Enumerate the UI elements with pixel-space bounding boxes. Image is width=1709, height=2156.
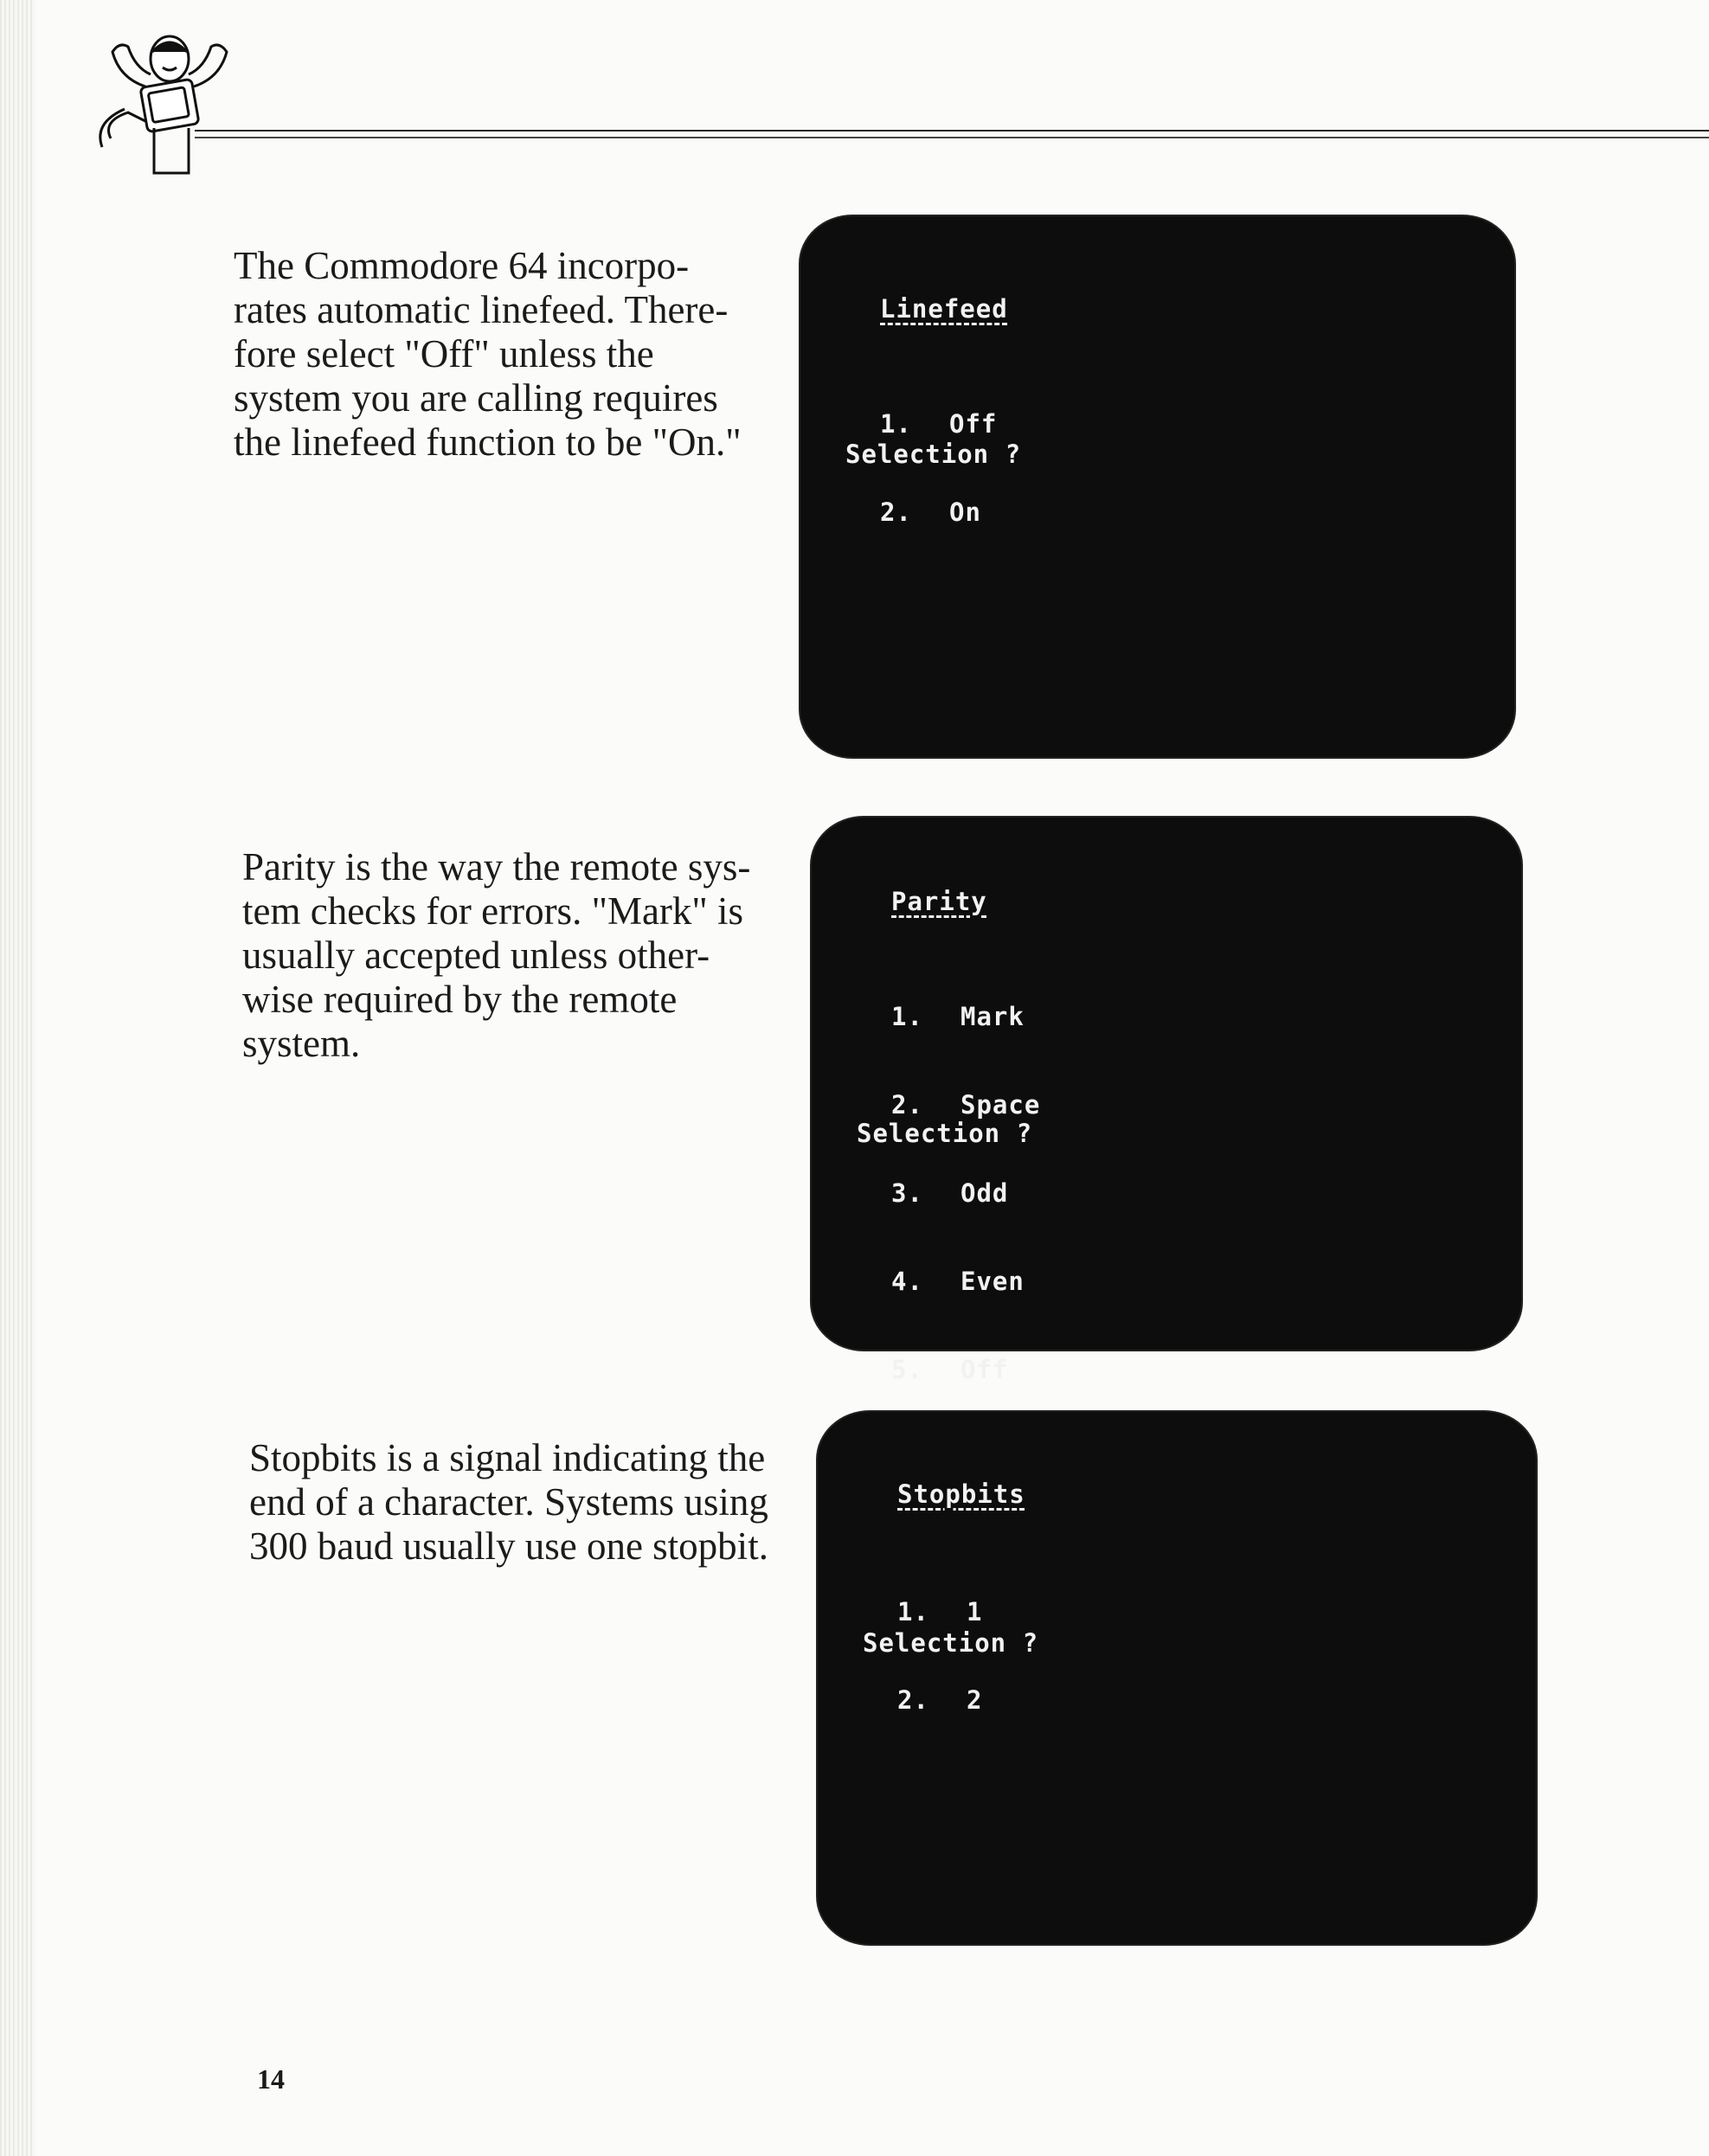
option-number: 1. [897, 1597, 929, 1627]
text-line: Stopbits is a signal indicating the [249, 1436, 766, 1479]
stopbits-screen [818, 1412, 1536, 1944]
option-label: Space [961, 1090, 1041, 1120]
text-line: Parity is the way the remote sys- [242, 845, 751, 889]
option-label: Off [949, 409, 998, 439]
option-label: Odd [961, 1178, 1009, 1208]
text-line: system. [242, 1022, 361, 1065]
linefeed-description [234, 244, 742, 465]
bodybuilder-computer-mascot-icon [93, 26, 249, 190]
screen-title: Linefeed [880, 294, 1008, 324]
parity-description [242, 845, 750, 1066]
option-label: Off [961, 1355, 1009, 1384]
menu-option[interactable] [880, 409, 997, 439]
option-number: 1. [891, 1002, 923, 1031]
text-line: tem checks for errors. "Mark" is [242, 889, 744, 933]
linefeed-screen [800, 216, 1514, 757]
parity-screen [812, 818, 1521, 1384]
option-number: 5. [891, 1355, 923, 1384]
option-number: 3. [891, 1178, 923, 1208]
text-line: end of a character. Systems using [249, 1480, 768, 1524]
option-label: 1 [967, 1597, 983, 1627]
page-edge [0, 0, 35, 2156]
text-line: system you are calling requires [234, 376, 718, 420]
page-number: 14 [257, 2063, 285, 2095]
menu-option[interactable] [880, 497, 997, 527]
screen-title: Parity [891, 887, 987, 916]
text-line: 300 baud usually use one stopbit. [249, 1524, 768, 1568]
option-number: 2. [880, 497, 912, 527]
option-number: 4. [891, 1267, 923, 1296]
screen-title: Stopbits [897, 1479, 1025, 1509]
option-number: 1. [880, 409, 912, 439]
option-number: 2. [897, 1685, 929, 1715]
stopbits-description [249, 1436, 768, 1569]
header-rule [195, 130, 1709, 138]
option-list [891, 943, 1040, 1443]
menu-option[interactable] [891, 1355, 1040, 1384]
text-line: The Commodore 64 incorpo- [234, 244, 690, 287]
menu-option[interactable] [891, 1178, 1040, 1208]
option-number: 2. [891, 1090, 923, 1120]
menu-option[interactable] [891, 1002, 1040, 1031]
text-line: rates automatic linefeed. There- [234, 288, 729, 331]
option-label: 2 [967, 1685, 983, 1715]
selection-prompt[interactable]: Selection ? [863, 1628, 1039, 1658]
text-line: wise required by the remote [242, 978, 678, 1021]
text-line: usually accepted unless other- [242, 934, 710, 977]
menu-option[interactable] [897, 1597, 982, 1627]
selection-prompt[interactable]: Selection ? [845, 440, 1022, 469]
menu-option[interactable] [891, 1090, 1040, 1120]
option-label: Mark [961, 1002, 1025, 1031]
text-line: fore select "Off" unless the [234, 332, 654, 375]
option-label: Even [961, 1267, 1025, 1296]
menu-option[interactable] [891, 1267, 1040, 1296]
text-line: the linefeed function to be "On." [234, 420, 742, 464]
option-label: On [949, 497, 981, 527]
menu-option[interactable] [897, 1685, 982, 1715]
selection-prompt[interactable]: Selection ? [857, 1119, 1033, 1148]
